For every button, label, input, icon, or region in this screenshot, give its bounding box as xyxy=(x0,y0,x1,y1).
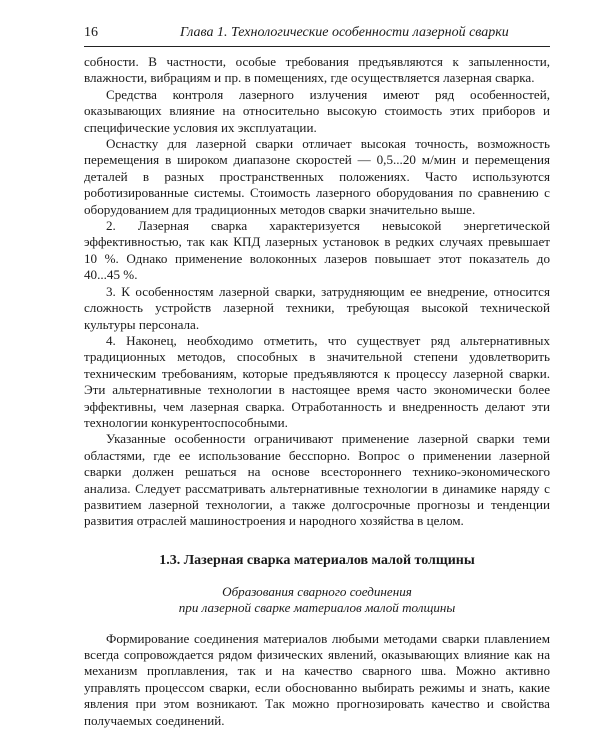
paragraph: Указанные особенности ограничивают применение лазерной сварки теми областями, где ее использование бесспорно. Вопрос о применении лазерной сварки должен решаться на основе всестороннего технико-экономического анализа. Следует рассматривать альтернативные технологии в динамике наряду с развитием лазерной технологии, а также долгосрочные прогнозы и тенденции развития отраслей машиностроения и народного хозяйства в целом. xyxy=(84,431,550,529)
paragraph: Оснастку для лазерной сварки отличает высокая точность, возможность перемещения в широком диапазоне скоростей — 0,5...20 м/мин и перемещения деталей в разных пространственных положениях. Часто используются роботизированные системы. Стоимость лазерного оборудования по сравнению с оборудованием для традиционных методов сварки значительно выше. xyxy=(84,136,550,217)
body-text xyxy=(84,54,550,729)
header-rule xyxy=(84,46,550,47)
paragraph: Средства контроля лазерного излучения имеют ряд особенностей, оказывающих влияние на относительно высокую стоимость этих приборов и специфические условия их эксплуатации. xyxy=(84,86,550,135)
paragraph: Формирование соединения материалов любыми методами сварки плавлением всегда сопровождается рядом физических явлений, оказывающих влияние как на механизм проплавления, так и на качество сварного шва. Можно активно управлять процессом сварки, если обоснованно выбирать режимы и знать, какие явления при этом возникают. Так можно прогнозировать качество и свойства получаемых соединений. xyxy=(84,630,550,728)
running-header xyxy=(84,24,550,46)
paragraph: собности. В частности, особые требования предъявляются к запыленности, влажности, вибрациям и пр. в помещениях, где осуществляется лазерная сварка. xyxy=(84,54,550,86)
section-subtitle xyxy=(84,584,550,617)
running-title: Глава 1. Технологические особенности лазерной сварки xyxy=(180,25,509,40)
paragraph: 3. К особенностям лазерной сварки, затрудняющим ее внедрение, относится сложность устройств лазерной техники, требующая высокой технической культуры персонала. xyxy=(84,283,550,332)
paragraph: 4. Наконец, необходимо отметить, что существует ряд альтернативных традиционных методов, способных в значительной степени удовлетворить техническим требованиям, которые предъявляются к процессу лазерной сварки. Эти альтернативные технологии в настоящее время часто экономически более эффективны, чем лазерная сварка. Отработанность и внедренность делают эти технологии конкурентоспособными. xyxy=(84,332,550,430)
section-heading: 1.3. Лазерная сварка материалов малой толщины xyxy=(159,552,475,568)
subtitle-line: при лазерной сварке материалов малой толщины xyxy=(178,600,456,616)
page-number: 16 xyxy=(84,25,98,40)
subtitle-line: Образования сварного соединения xyxy=(222,583,412,599)
paragraph: 2. Лазерная сварка характеризуется невысокой энергетической эффективностью, так как КПД лазерных установок в редких случаях превышает 10 %. Однако применение волоконных лазеров повышает этот показатель до 40...45 %. xyxy=(84,218,550,283)
